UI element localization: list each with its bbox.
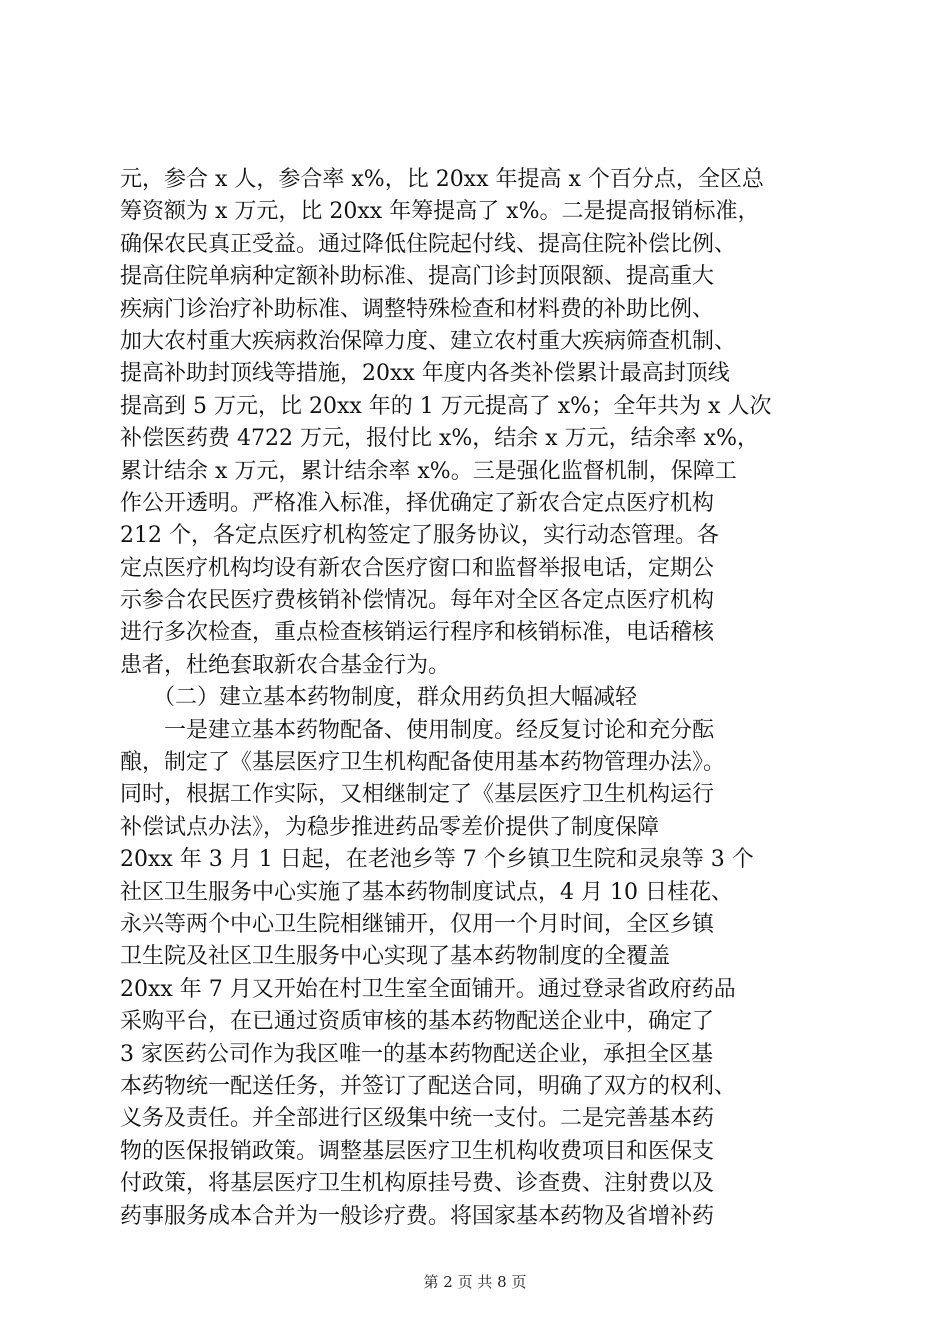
text-line: 进行多次检查，重点检查核销运行程序和核销标准，电话稽核	[120, 620, 715, 646]
text-line: 提高住院单病种定额补助标准、提高门诊封顶限额、提高重大	[120, 264, 715, 290]
text-line: 本药物统一配送任务，并签订了配送合同，明确了双方的权利、	[120, 1073, 737, 1099]
text-line: 补偿医药费 4722 万元，报付比 x%，结余 x 万元，结余率 x%，	[120, 426, 759, 452]
text-line: 元，参合 x 人，参合率 x%，比 20xx 年提高 x 个百分点，全区总	[120, 167, 764, 192]
text-line: 示参合农民医疗费核销补偿情况。每年对全区各定点医疗机构	[120, 588, 715, 614]
text-line: 酿，制定了《基层医疗卫生机构配备使用基本药物管理办法》。	[120, 750, 726, 776]
text-line: 患者，杜绝套取新农合基金行为。	[120, 652, 451, 678]
text-line: 药事服务成本合并为一般诊疗费。将国家基本药物及省增补药	[120, 1203, 715, 1229]
text-line: 社区卫生服务中心实施了基本药物制度试点，4 月 10 日桂花、	[120, 879, 733, 905]
text-line: 同时，根据工作实际，又相继制定了《基层医疗卫生机构运行	[120, 782, 715, 808]
text-line: 确保农民真正受益。通过降低住院起付线、提高住院补偿比例、	[120, 231, 737, 257]
page-footer: 第 2 页 共 8 页	[423, 1273, 527, 1291]
text-line: 提高到 5 万元，比 20xx 年的 1 万元提高了 x%；全年共为 x 人次	[120, 393, 772, 419]
text-line: 作公开透明。严格准入标准，择优确定了新农合定点医疗机构	[120, 490, 715, 516]
text-line: 定点医疗机构均设有新农合医疗窗口和监督举报电话，定期公	[120, 555, 715, 581]
text-line: 20xx 年 7 月又开始在村卫生室全面铺开。通过登录省政府药品	[120, 976, 736, 1002]
text-line: 物的医保报销政策。调整基层医疗卫生机构收费项目和医保支	[120, 1138, 715, 1164]
text-line: 212 个，各定点医疗机构签定了服务协议，实行动态管理。各	[120, 523, 719, 549]
text-line: 加大农村重大疾病救治保障力度、建立农村重大疾病筛查机制、	[120, 328, 737, 354]
text-line: 永兴等两个中心卫生院相继铺开，仅用一个月时间，全区乡镇	[120, 911, 715, 937]
text-line: （二）建立基本药物制度，群众用药负担大幅减轻	[120, 685, 638, 711]
text-line: 义务及责任。并全部进行区级集中统一支付。二是完善基本药	[120, 1106, 715, 1132]
text-line: 一是建立基本药物配备、使用制度。经反复讨论和充分酝	[120, 717, 715, 743]
text-line: 20xx 年 3 月 1 日起，在老池乡等 7 个乡镇卫生院和灵泉等 3 个	[120, 847, 754, 873]
text-line: 筹资额为 x 万元，比 20xx 年筹提高了 x%。二是提高报销标准，	[120, 199, 760, 225]
body-text	[120, 164, 835, 1233]
text-line: 提高补助封顶线等措施，20xx 年度内各类补偿累计最高封顶线	[120, 361, 730, 387]
text-line: 卫生院及社区卫生服务中心实现了基本药物制度的全覆盖	[120, 944, 671, 970]
text-line: 付政策，将基层医疗卫生机构原挂号费、诊查费、注射费以及	[120, 1171, 715, 1197]
text-line: 采购平台，在已通过资质审核的基本药物配送企业中，确定了	[120, 1009, 715, 1035]
text-line: 补偿试点办法》，为稳步推进药品零差价提供了制度保障	[120, 814, 660, 840]
text-line: 累计结余 x 万元，累计结余率 x%。三是强化监督机制，保障工	[120, 458, 737, 484]
text-line: 3 家医药公司作为我区唯一的基本药物配送企业，承担全区基	[120, 1041, 713, 1067]
text-line: 疾病门诊治疗补助标准、调整特殊检查和材料费的补助比例、	[120, 296, 715, 322]
